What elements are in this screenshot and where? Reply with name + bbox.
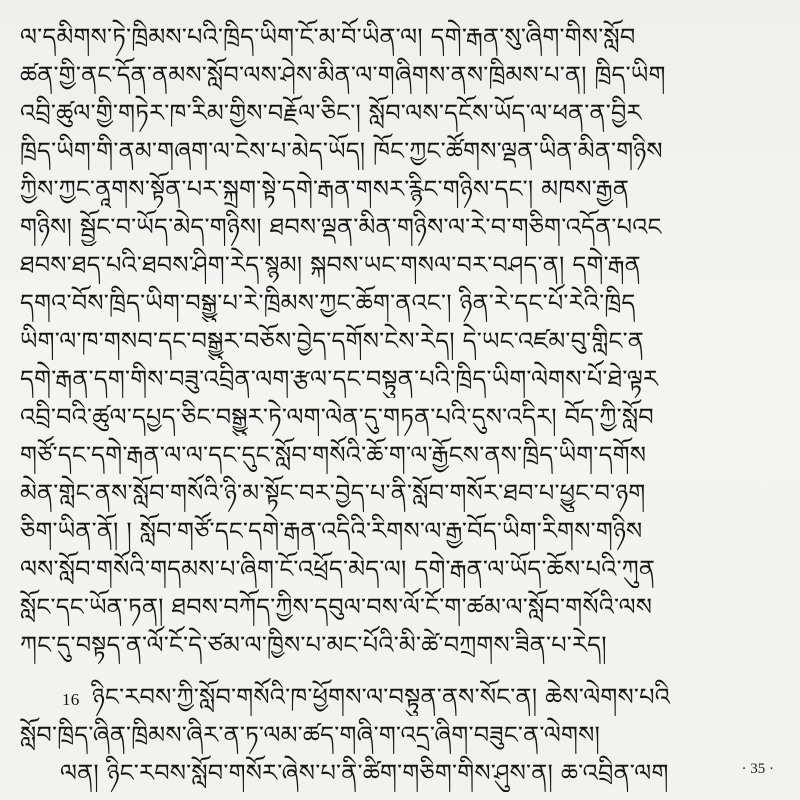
text-line-15: ལས་སློབ་གསོའི་གདམས་པ་ཞིག་ངོ་འཕྲོད་མེད་ལ། དགེ་རྒན་ལ་ཡོད་ཆོས་པའི་ཀུན	[20, 555, 656, 583]
text-line-2: ཚན་གྱི་ནང་དོན་ནམས་སློབ་ལས་ཤེས་མིན་ལ་གཞིགས་ནས་ཁྲིམས་པ་ན། ཁྲིད་ཡིག	[20, 61, 666, 89]
text-line-16: སློང་དང་ཡོན་ཏན། ཐབས་བཀོད་ཀྱིས་དབུལ་བས་ལོ་ངོ་ག་ཚམ་ལ་སློབ་གསོའི་ལས	[20, 593, 653, 621]
answer-line: ལན། ཉིང་རབས་སློབ་གསོར་ཞེས་པ་ནི་ཚིག་གཅིག་གིས་ཤུས་ན། ཆ་འབྲིན་ལག	[60, 759, 669, 787]
paragraph-second-line: སློབ་ཁྲིད་ཞིན་ཁྲིམས་ཞིར་ན་ཏ་ལམ་ཚད་གཞི་ག་འདྲ་ཞིག་བཟུང་ན་ལེགས།	[20, 721, 601, 749]
paragraph-number: 16	[62, 690, 80, 709]
text-line-3: འབྲི་ཚུལ་གྱི་གཏེར་ཁ་རིམ་གྱིས་བརྗོལ་ཅིང་། སློབ་ལས་དངོས་ཡོད་ལ་ཕན་ན་བྱིར	[20, 99, 642, 127]
text-line-7: ཐབས་ཐད་པའི་ཐབས་ཤིག་རེད་སྙམ། སྐབས་ཡང་གསལ་བར་བཤད་ན། དགེ་རྒན	[20, 251, 641, 279]
text-line-9: ཡིག་ལ་ཁ་གསབ་དང་བསྒྱུར་བཅོས་བྱེད་དགོས་ངེས་རེད། དེ་ཡང་འཛམ་བུ་གླིང་ན	[20, 327, 645, 355]
text-line-6: གཉིས། སྦྱོང་བ་ཡོད་མེད་གཉིས། ཐབས་ལྡན་མིན་གཉིས་ལ་རེ་བ་གཅིག་འདོན་པའང	[20, 213, 662, 241]
text-line-14: ཅིག་ཡིན་ནོ། ། སློབ་གཙོ་དང་དགེ་རྒན་འདིའི་རིགས་ལ་རྒྱ་བོད་ཡིག་རིགས་གཉིས	[20, 517, 643, 545]
text-line-13: མེན་གླེང་ནས་སློབ་གསོའི་ཉི་མ་སྟོང་བར་བྱེད་པ་ནི་སློབ་གསོར་ཐབ་པ་ཕྱུང་བ་ཉག	[20, 479, 646, 507]
text-line-12: གཙོ་དང་དགེ་རྒན་ལ་ལ་དང་དུང་སློབ་གསོའི་ཆོ་ག་ལ་རྒྱོངས་ནས་ཁྲིད་ཡིག་དགོས	[20, 441, 647, 469]
text-line-1: ལ་དམིགས་ཏེ་ཁྲིམས་པའི་ཁྲིད་ཡིག་ངོ་མ་བོ་ཡིན་ལ། དགེ་རྒན་སུ་ཞིག་གིས་སློབ	[20, 23, 636, 51]
text-line-5: ཀྱིས་ཀྱང་ནཱགས་སྟོན་པར་སྐྲག་སྟེ་དགེ་རྒན་གསར་རྙིང་གཉིས་དང་། མཁས་རྒྱན	[20, 175, 630, 203]
numbered-paragraph-line	[20, 678, 780, 716]
text-line-8: དགའ་བོས་ཁྲིད་ཡིག་བསྒྱུ་པ་རེ་ཁྲིམས་ཀྱང་ཆོག་ནའང་། ཉིན་རེ་དང་པོ་རེའི་ཁྲིད	[20, 289, 636, 317]
page-number: · 35 ·	[741, 761, 774, 777]
text-line-4: ཁྲིད་ཡིག་གི་ནམ་གཞག་ལ་ངེས་པ་མེད་ཡོད། ཁོང་ཀྱང་ཚོགས་ལྡན་ཡིན་མིན་གཉིས	[20, 137, 663, 165]
paragraph-first-line: ཉིང་རབས་ཀྱི་སློབ་གསོའི་ཁ་ཕྱོགས་ལ་བསྟུན་ནས་སོང་ན། ཆེས་ལེགས་པའི	[92, 683, 671, 711]
text-line-11: འབྲི་བའི་ཚུལ་དཔྱད་ཅིང་བསྒྱུར་ཏེ་ལག་ལེན་དུ་གཏན་པའི་དུས་འདིར། བོད་ཀྱི་སློབ	[20, 403, 654, 431]
text-line-10: དགེ་རྒན་དག་གིས་བཟུ་འབྲིན་ལག་རྩལ་དང་བསྟུན་པའི་ཁྲིད་ཡིག་ལེགས་པོ་ཐེ་ལྟར	[20, 365, 659, 393]
text-line-17: ཀང་དུ་བསྟད་ན་ལོ་ངོ་དེ་ཙམ་ལ་ཁྱིས་པ་མང་པོའི་མི་ཚེ་བཀྲགས་ཟིན་པ་རེད།	[20, 631, 607, 659]
body-text	[20, 18, 780, 792]
